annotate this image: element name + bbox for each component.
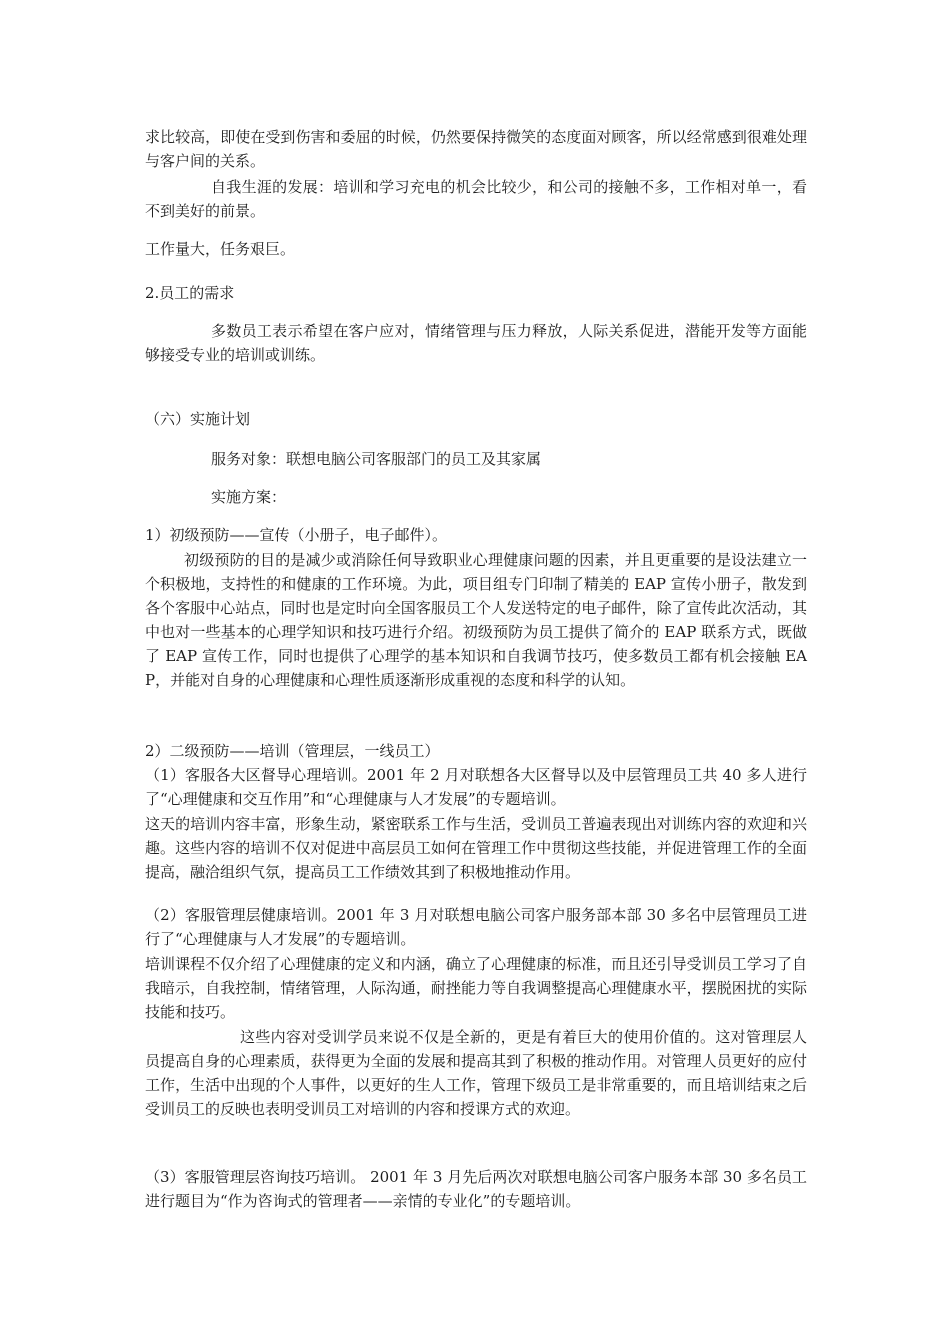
service-target: 服务对象：联想电脑公司客服部门的员工及其家属 <box>211 450 542 468</box>
paragraph-supervisor-training: （1）客服各大区督导心理培训。2001 年 2 月对联想各大区督导以及中层管理员工共 40 多人进行了“心理健康和交互作用”和“心理健康与人才发展”的专题培训。 <box>145 766 807 808</box>
paragraph-training-value: 这些内容对受训学员来说不仅是全新的，更是有着巨大的使用价值的。这对管理层人员提高自身的心理素质，获得更为全面的发展和提高其到了积极的推动作用。对管理人员更好的应付工作，生活中出现的个人事件，以更好的生人工作，管理下级员工是非常重要的，而且培训结束之后受训员工的反映也表明受训员工对培训的内容和授课方式的欢迎。 <box>145 1028 807 1118</box>
paragraph-employee-needs: 多数员工表示希望在客户应对，情绪管理与压力释放，人际关系促进，潜能开发等方面能够接受专业的培训或训练。 <box>145 322 807 364</box>
paragraph-career-development: 自我生涯的发展：培训和学习充电的机会比较少，和公司的接触不多，工作相对单一，看不到美好的前景。 <box>145 178 807 220</box>
heading-employee-needs: 2.员工的需求 <box>145 284 235 302</box>
paragraph-training-content: 这天的培训内容丰富，形象生动，紧密联系工作与生活，受训员工普遍表现出对训练内容的欢迎和兴趣。这些内容的培训不仅对促进中高层员工如何在管理工作中贯彻这些技能，并促进管理工作的全面提高，融洽组织气氛，提高员工工作绩效其到了积极地推动作用。 <box>145 815 807 881</box>
plan-label: 实施方案： <box>211 488 287 506</box>
paragraph-customer-relations: 求比较高，即使在受到伤害和委屈的时候，仍然要保持微笑的态度面对顾客，所以经常感到很难处理与客户间的关系。 <box>145 128 807 170</box>
paragraph-management-health-training: （2）客服管理层健康培训。2001 年 3 月对联想电脑公司客户服务部本部 30 多名中层管理员工进行了“心理健康与人才发展”的专题培训。 <box>145 906 807 948</box>
paragraph-primary-prevention: 初级预防的目的是减少或消除任何导致职业心理健康问题的因素，并且更重要的是设法建立一个积极地，支持性的和健康的工作环境。为此，项目组专门印制了精美的 EAP 宣传小册子，散发到各个客服中心站点，同时也是定时向全国客服员工个人发送特定的电子邮件，除了宣传此次活动，其中也对一些基本的心理学知识和技巧进行介绍。初级预防为员工提供了简介的 EAP 联系方式，既做了 EAP 宣传工作，同时也提供了心理学的基本知识和自我调节技巧，使多数员工都有机会接触 EAP，并能对自身的心理健康和心理性质逐渐形成重视的态度和科学的认知。 <box>145 551 807 689</box>
paragraph-consulting-skills-training: （3）客服管理层咨询技巧培训。 2001 年 3 月先后两次对联想电脑公司客户服务本部 30 多名员工进行题目为“作为咨询式的管理者——亲情的专业化”的专题培训。 <box>145 1168 807 1210</box>
paragraph-workload: 工作量大，任务艰巨。 <box>145 240 296 258</box>
heading-implementation-plan: （六）实施计划 <box>145 410 251 428</box>
paragraph-course-content: 培训课程不仅介绍了心理健康的定义和内涵，确立了心理健康的标准，而且还引导受训员工学习了自我暗示，自我控制，情绪管理，人际沟通，耐挫能力等自我调整提高心理健康水平，摆脱困扰的实际技能和技巧。 <box>145 955 807 1021</box>
heading-primary-prevention: 1）初级预防——宣传（小册子，电子邮件）。 <box>145 526 448 544</box>
heading-secondary-prevention: 2）二级预防——培训（管理层，一线员工） <box>145 742 440 760</box>
